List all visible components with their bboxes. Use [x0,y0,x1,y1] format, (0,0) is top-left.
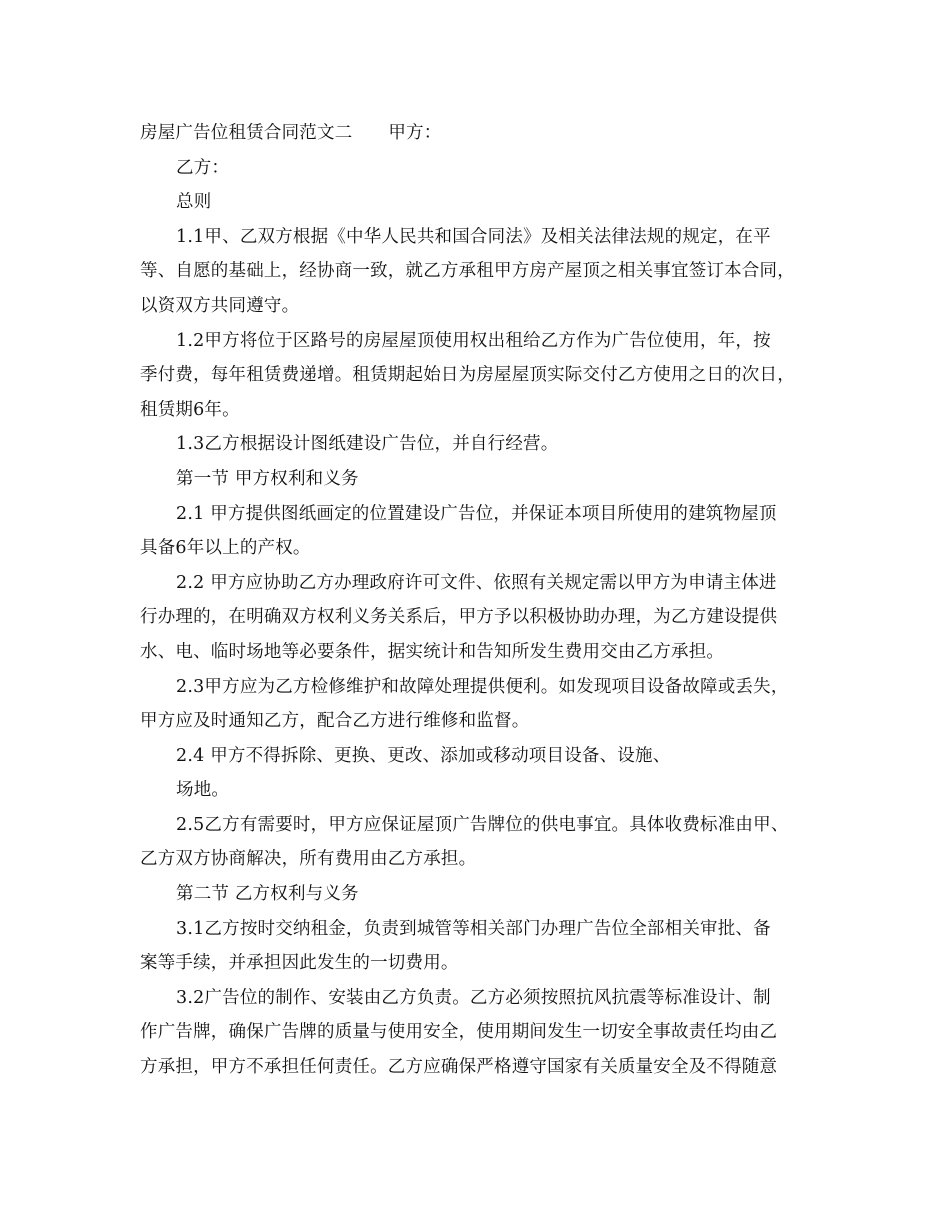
paragraph [140,912,825,981]
paragraph-line: 2.3甲方应为乙方检修维护和故障处理提供便利。如发现项目设备故障或丢失， [176,676,789,697]
party-b-label: 乙方： [176,157,230,178]
paragraph-line: 等、自愿的基础上，经协商一致，就乙方承租甲方房产屋顶之相关事宜签订本合同， [140,261,795,282]
paragraph-line: 水、电、临时场地等必要条件，据实统计和告知所发生费用交由乙方承担。 [140,641,725,662]
paragraph-line: 3.1乙方按时交纳租金，负责到城管等相关部门办理广告位全部相关审批、备 [176,918,771,939]
paragraph-line: 作广告牌，确保广告牌的质量与使用安全，使用期间发生一切安全事故责任均由乙 [140,1022,778,1043]
paragraph [140,877,825,912]
paragraph-line: 案等手续，并承担因此发生的一切费用。 [140,953,459,974]
paragraph [140,324,825,428]
paragraph-line: 1.1甲、乙双方根据《中华人民共和国合同法》及相关法律法规的规定，在平 [176,226,771,247]
paragraph-line: 2.4 甲方不得拆除、更换、更改、添加或移动项目设备、设施、 [176,745,671,766]
paragraph-line: 具备6年以上的产权。 [140,538,311,559]
paragraph-line: 1.3乙方根据设计图纸建设广告位，并自行经营。 [176,434,559,455]
paragraph-line: 第一节 甲方权利和义务 [176,468,359,489]
paragraph-line: 乙方双方协商解决，所有费用由乙方承担。 [140,849,477,870]
paragraph [140,670,825,739]
party-a-label: 甲方： [388,123,442,143]
paragraph [140,981,825,1085]
paragraph [140,808,825,877]
paragraph-line: 第二节 乙方权利与义务 [176,884,359,905]
paragraph [140,497,825,566]
paragraph-line: 方承担，甲方不承担任何责任。乙方应确保严格遵守国家有关质量安全及不得随意 [140,1057,778,1078]
title-line [140,116,825,151]
paragraph-line: 行办理的，在明确双方权利义务关系后，甲方予以积极协助办理，为乙方建设提供 [140,607,778,628]
document-title: 房屋广告位租赁合同范文二 [140,123,353,143]
paragraph-list [140,220,825,1085]
paragraph [140,220,825,324]
paragraph-line: 2.2 甲方应协助乙方办理政府许可文件、依照有关规定需以甲方为申请主体进 [176,572,777,593]
paragraph-line: 1.2甲方将位于区路号的房屋屋顶使用权出租给乙方作为广告位使用，年，按 [176,330,771,351]
paragraph-line: 2.1 甲方提供图纸画定的位置建设广告位，并保证本项目所使用的建筑物屋顶 [176,503,777,524]
paragraph-line: 以资双方共同遵守。 [140,295,300,316]
paragraph-line: 季付费，每年租赁费递增。租赁期起始日为房屋屋顶实际交付乙方使用之日的次日， [140,365,795,386]
paragraph [140,739,825,774]
paragraph-line: 3.2广告位的制作、安装由乙方负责。乙方必须按照抗风抗震等标准设计、制 [176,987,771,1008]
paragraph [140,462,825,497]
paragraph-line: 甲方应及时通知乙方，配合乙方进行维修和监督。 [140,711,530,732]
paragraph [140,566,825,670]
paragraph-line: 场地。 [176,780,230,801]
paragraph [140,427,825,462]
document-body [140,116,825,1085]
paragraph [140,773,825,808]
paragraph-line: 2.5乙方有需要时，甲方应保证屋顶广告牌位的供电事宜。具体收费标准由甲、 [176,814,789,835]
section-heading-general: 总则 [176,192,212,213]
paragraph-line: 租赁期6年。 [140,399,240,420]
